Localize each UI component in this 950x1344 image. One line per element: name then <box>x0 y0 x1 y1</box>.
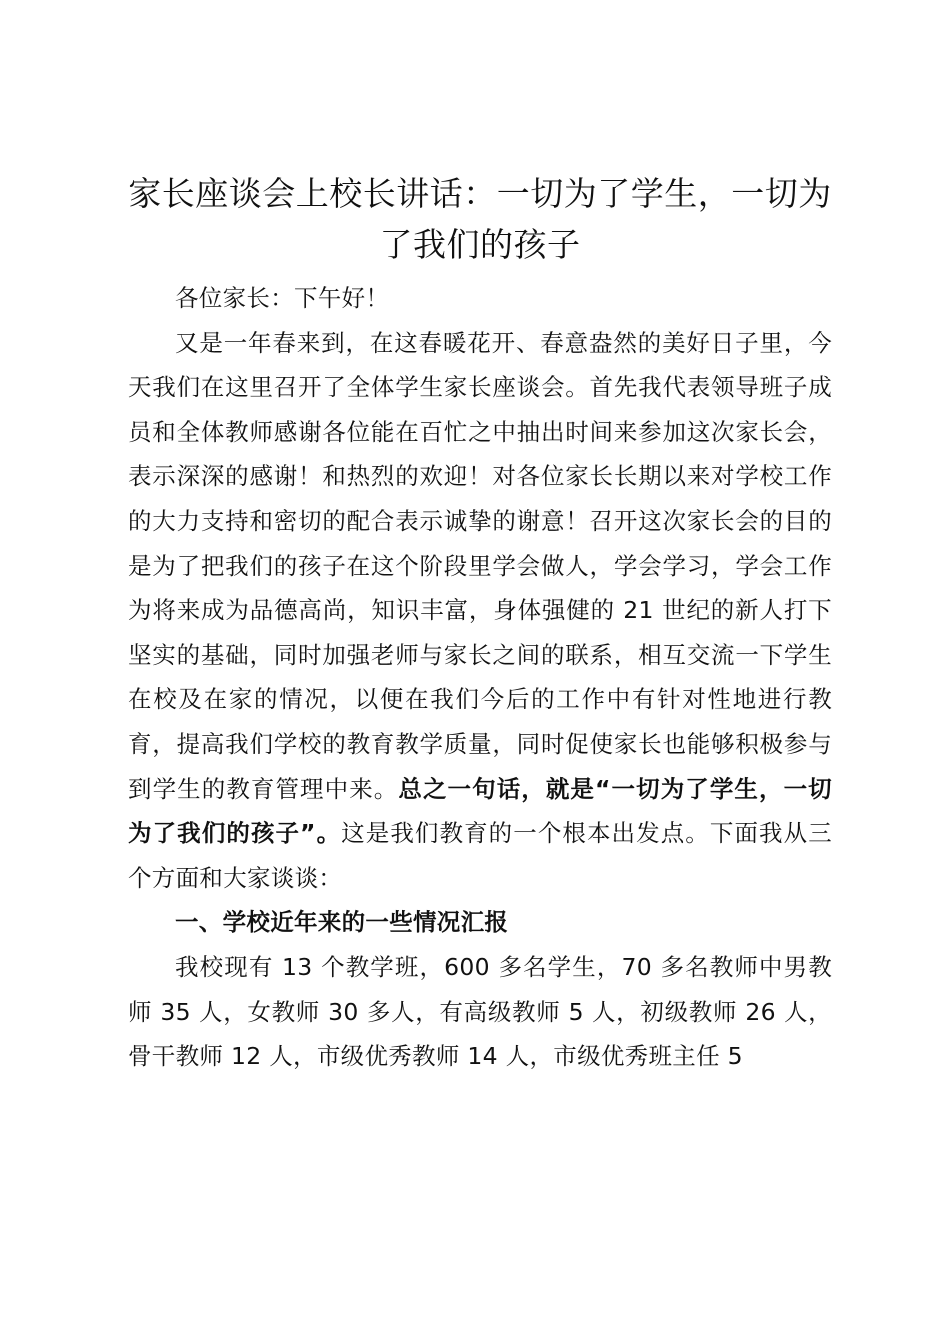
paragraph-opening-closing-text: 这是我们教育的一个根本出发点。下面我从三个方面和大家谈谈： <box>128 819 832 892</box>
paragraph-school-stats: 我校现有 13 个教学班，600 多名学生，70 多名教师中男教师 35 人，女教师 30 多人，有高级教师 5 人，初级教师 26 人，骨干教师 12 人，市级优秀教师 14 人，市级优秀班主任 5 <box>128 952 832 1071</box>
paragraph-opening-bold-quote: 总之一句话，就是“一切为了学生，一切为了我们的孩子”。 <box>128 774 832 848</box>
paragraph-opening <box>128 321 832 901</box>
paragraph-opening-text: 又是一年春来到，在这春暖花开、春意盎然的美好日子里，今天我们在这里召开了全体学生家长座谈会。首先我代表领导班子成员和全体教师感谢各位能在百忙之中抽出时间来参加这次家长会，表示深深的感谢！和热烈的欢迎！对各位家长长期以来对学校工作的大力支持和密切的配合表示诚挚的谢意！召开这次家长会的目的是为了把我们的孩子在这个阶段里学会做人，学会学习，学会工作为将来成为品德高尚，知识丰富，身体强健的 21 世纪的新人打下坚实的基础，同时加强老师与家长之间的联系，相互交流一下学生在校及在家的情况，以便在我们今后的工作中有针对性地进行教育，提高我们学校的教育教学质量，同时促使家长也能够积极参与到学生的教育管理中来。 <box>128 328 832 803</box>
document-body <box>128 168 832 1079</box>
greeting-line: 各位家长：下午好！ <box>175 284 390 312</box>
section-heading-1: 一、学校近年来的一些情况汇报 <box>175 908 509 937</box>
document-title: 家长座谈会上校长讲话：一切为了学生，一切为了我们的孩子 <box>128 174 832 264</box>
